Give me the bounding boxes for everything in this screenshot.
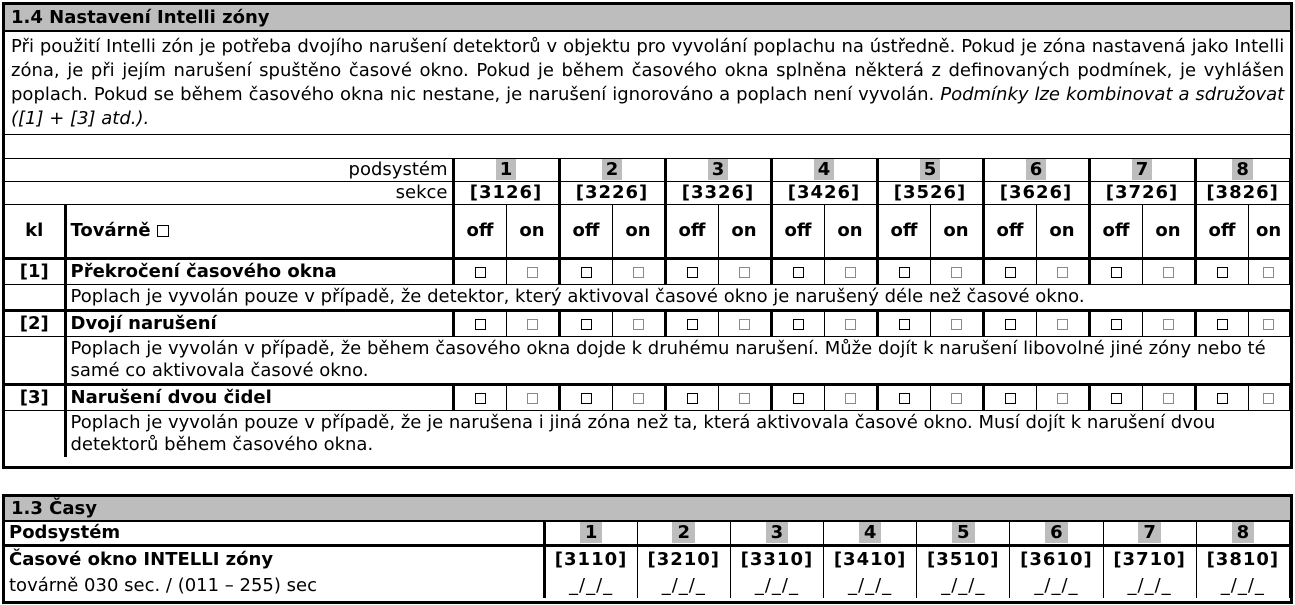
description-spacer bbox=[5, 337, 65, 385]
subsystem-number-text: 8 bbox=[1232, 159, 1253, 180]
off-checkbox[interactable] bbox=[793, 393, 804, 404]
off-checkbox-cell[interactable] bbox=[1195, 385, 1248, 411]
option-description: Poplach je vyvolán pouze v případě, že detektor, který aktivoval časové okno je narušený déle než časové okno. bbox=[65, 285, 1290, 311]
subsystem-number bbox=[983, 159, 1089, 182]
on-checkbox[interactable] bbox=[1163, 267, 1174, 278]
times-subsystem-number bbox=[637, 521, 730, 546]
on-checkbox-cell[interactable] bbox=[824, 259, 877, 285]
time-entry-field[interactable]: _/_/_ bbox=[917, 574, 1010, 598]
on-header: on bbox=[824, 205, 877, 259]
on-checkbox[interactable] bbox=[527, 267, 538, 278]
off-header: off bbox=[983, 205, 1036, 259]
times-subsystem-number bbox=[544, 521, 637, 546]
option-description: Poplach je vyvolán pouze v případě, že je narušena i jiná zóna než ta, která aktivovala časové okno. Musí dojít k narušení dvou detektorů během časového okna. bbox=[70, 412, 1216, 455]
option-row bbox=[5, 385, 1290, 411]
time-entry-field[interactable]: _/_/_ bbox=[730, 574, 823, 598]
times-subsystem-number-text: 3 bbox=[766, 522, 789, 543]
on-checkbox-cell[interactable] bbox=[1248, 259, 1290, 285]
on-checkbox-cell[interactable] bbox=[612, 259, 665, 285]
times-subsystem-number bbox=[1103, 521, 1196, 546]
off-checkbox[interactable] bbox=[475, 393, 486, 404]
on-header: on bbox=[506, 205, 559, 259]
off-header: off bbox=[877, 205, 930, 259]
on-checkbox[interactable] bbox=[845, 267, 856, 278]
off-checkbox[interactable] bbox=[581, 267, 592, 278]
off-checkbox-cell[interactable] bbox=[453, 259, 506, 285]
time-entry-field[interactable]: _/_/_ bbox=[824, 574, 917, 598]
option-code: [3] bbox=[5, 385, 65, 411]
on-checkbox-cell[interactable] bbox=[1036, 259, 1089, 285]
on-header: on bbox=[1248, 205, 1290, 259]
off-checkbox-cell[interactable] bbox=[1089, 259, 1142, 285]
on-checkbox[interactable] bbox=[1263, 393, 1274, 404]
on-checkbox[interactable] bbox=[633, 267, 644, 278]
off-checkbox-cell[interactable] bbox=[877, 259, 930, 285]
off-checkbox-cell[interactable] bbox=[1195, 311, 1248, 337]
off-checkbox[interactable] bbox=[475, 267, 486, 278]
section-title: 1.4 Nastavení Intelli zóny bbox=[5, 5, 1290, 31]
subsystem-number bbox=[877, 159, 983, 182]
on-checkbox[interactable] bbox=[1057, 393, 1068, 404]
off-checkbox[interactable] bbox=[899, 319, 910, 330]
on-checkbox[interactable] bbox=[739, 319, 750, 330]
off-checkbox-cell[interactable] bbox=[771, 385, 824, 411]
off-header: off bbox=[559, 205, 612, 259]
on-checkbox-cell[interactable] bbox=[506, 259, 559, 285]
off-checkbox[interactable] bbox=[1111, 319, 1122, 330]
on-checkbox-cell[interactable] bbox=[1142, 385, 1195, 411]
on-checkbox-cell[interactable] bbox=[506, 311, 559, 337]
option-name: Dvojí narušení bbox=[65, 311, 453, 337]
factory-default-text: továrně 030 sec. / (011 – 255) sec bbox=[5, 574, 544, 598]
times-subsystem-number bbox=[824, 521, 917, 546]
off-checkbox-cell[interactable] bbox=[877, 311, 930, 337]
on-checkbox[interactable] bbox=[1263, 267, 1274, 278]
on-checkbox[interactable] bbox=[1057, 267, 1068, 278]
on-checkbox-cell[interactable] bbox=[718, 259, 771, 285]
times-subsystem-number-text: 8 bbox=[1232, 522, 1255, 543]
section-intro bbox=[5, 31, 1290, 135]
times-section bbox=[2, 494, 1293, 604]
off-checkbox[interactable] bbox=[687, 393, 698, 404]
off-checkbox-cell[interactable] bbox=[665, 311, 718, 337]
intelli-zone-table bbox=[5, 5, 1292, 457]
off-checkbox-cell[interactable] bbox=[1195, 259, 1248, 285]
off-checkbox[interactable] bbox=[899, 267, 910, 278]
subsystem-number bbox=[1089, 159, 1195, 182]
on-checkbox-cell[interactable] bbox=[612, 311, 665, 337]
subsystem-number bbox=[1195, 159, 1290, 182]
option-row bbox=[5, 311, 1290, 337]
subsystem-label: podsystém bbox=[5, 159, 453, 182]
on-checkbox-cell[interactable] bbox=[824, 311, 877, 337]
subsystem-number bbox=[771, 159, 877, 182]
times-subsystem-number bbox=[917, 521, 1010, 546]
on-checkbox-cell[interactable] bbox=[1142, 311, 1195, 337]
on-checkbox[interactable] bbox=[1057, 319, 1068, 330]
off-checkbox[interactable] bbox=[1217, 267, 1228, 278]
time-entry-field[interactable]: _/_/_ bbox=[544, 574, 637, 598]
on-checkbox[interactable] bbox=[845, 319, 856, 330]
times-section-code: [3110] bbox=[544, 546, 637, 574]
off-header: off bbox=[1089, 205, 1142, 259]
on-checkbox[interactable] bbox=[951, 319, 962, 330]
option-description-row bbox=[5, 411, 1290, 458]
times-section-code: [3410] bbox=[824, 546, 917, 574]
on-checkbox-cell[interactable] bbox=[612, 385, 665, 411]
times-subsystem-label: Podsystém bbox=[5, 521, 544, 546]
option-code: [2] bbox=[5, 311, 65, 337]
off-checkbox[interactable] bbox=[1005, 393, 1016, 404]
off-header: off bbox=[665, 205, 718, 259]
subsystem-number-text: 6 bbox=[1026, 159, 1047, 180]
off-checkbox[interactable] bbox=[1005, 267, 1016, 278]
subsystem-number-text: 5 bbox=[920, 159, 941, 180]
time-entry-field[interactable]: _/_/_ bbox=[637, 574, 730, 598]
option-row bbox=[5, 259, 1290, 285]
on-checkbox-cell[interactable] bbox=[506, 385, 559, 411]
subsystem-number-text: 1 bbox=[496, 159, 517, 180]
off-checkbox[interactable] bbox=[1217, 319, 1228, 330]
times-section-code: [3510] bbox=[917, 546, 1010, 574]
on-checkbox[interactable] bbox=[845, 393, 856, 404]
times-subsystem-number-text: 4 bbox=[859, 522, 882, 543]
off-checkbox[interactable] bbox=[687, 319, 698, 330]
factory-label: Továrně bbox=[70, 220, 151, 241]
off-checkbox-cell[interactable] bbox=[453, 385, 506, 411]
off-checkbox-cell[interactable] bbox=[559, 311, 612, 337]
off-checkbox-cell[interactable] bbox=[983, 259, 1036, 285]
off-checkbox-cell[interactable] bbox=[983, 385, 1036, 411]
on-checkbox-cell[interactable] bbox=[930, 259, 983, 285]
on-checkbox[interactable] bbox=[527, 393, 538, 404]
option-code: [1] bbox=[5, 259, 65, 285]
subsystem-number bbox=[453, 159, 559, 182]
description-spacer bbox=[5, 411, 65, 458]
time-entry-field[interactable]: _/_/_ bbox=[1196, 574, 1289, 598]
off-checkbox[interactable] bbox=[1005, 319, 1016, 330]
intro-text: Při použití Intelli zón je potřeba dvojího narušení detektorů v objektu pro vyvolání poplachu na ústředně. Pokud je zóna nastavená jako Intelli zóna, je při jejím narušení spuštěno časové okno. Pokud je během časového okna splněna některá z definovaných podmínek, je vyhlášen poplach. Pokud se během časového okna nic nestane, je narušení ignorováno a poplach není vyvolán. bbox=[11, 36, 1285, 105]
off-checkbox-cell[interactable] bbox=[983, 311, 1036, 337]
intro-note: Podmínky lze kombinovat a sdružovat ([1] + [3] atd.). bbox=[11, 84, 1285, 129]
on-checkbox-cell[interactable] bbox=[718, 311, 771, 337]
section-code: [3126] bbox=[453, 182, 559, 205]
times-subsystem-number bbox=[1010, 521, 1103, 546]
times-subsystem-number bbox=[730, 521, 823, 546]
intelli-window-label: Časové okno INTELLI zóny bbox=[5, 546, 544, 574]
section-code-label: sekce bbox=[5, 182, 453, 205]
on-checkbox[interactable] bbox=[951, 267, 962, 278]
on-header: on bbox=[930, 205, 983, 259]
times-table bbox=[5, 497, 1290, 598]
off-checkbox[interactable] bbox=[687, 267, 698, 278]
off-header: off bbox=[453, 205, 506, 259]
on-checkbox[interactable] bbox=[633, 393, 644, 404]
on-checkbox-cell[interactable] bbox=[1036, 311, 1089, 337]
off-checkbox-cell[interactable] bbox=[1089, 385, 1142, 411]
description-spacer bbox=[5, 285, 65, 311]
off-checkbox[interactable] bbox=[581, 319, 592, 330]
option-name: Narušení dvou čidel bbox=[65, 385, 453, 411]
on-checkbox[interactable] bbox=[951, 393, 962, 404]
on-checkbox[interactable] bbox=[1163, 393, 1174, 404]
times-subsystem-number bbox=[1196, 521, 1289, 546]
section-code: [3826] bbox=[1195, 182, 1290, 205]
section-code: [3726] bbox=[1089, 182, 1195, 205]
subsystem-number-text: 7 bbox=[1132, 159, 1153, 180]
section-code: [3526] bbox=[877, 182, 983, 205]
on-header: on bbox=[1036, 205, 1089, 259]
off-checkbox[interactable] bbox=[899, 393, 910, 404]
times-section-code: [3610] bbox=[1010, 546, 1103, 574]
times-subsystem-number-text: 1 bbox=[580, 522, 603, 543]
on-checkbox[interactable] bbox=[739, 267, 750, 278]
section-code: [3326] bbox=[665, 182, 771, 205]
off-checkbox-cell[interactable] bbox=[1089, 311, 1142, 337]
time-entry-field[interactable]: _/_/_ bbox=[1103, 574, 1196, 598]
on-checkbox-cell[interactable] bbox=[718, 385, 771, 411]
off-checkbox[interactable] bbox=[581, 393, 592, 404]
factory-checkbox-icon bbox=[157, 225, 169, 237]
off-checkbox-cell[interactable] bbox=[559, 259, 612, 285]
section-code: [3226] bbox=[559, 182, 665, 205]
times-subsystem-number-text: 6 bbox=[1045, 522, 1068, 543]
times-section-code: [3310] bbox=[730, 546, 823, 574]
subsystem-number-text: 4 bbox=[814, 159, 835, 180]
on-checkbox[interactable] bbox=[1163, 319, 1174, 330]
on-checkbox[interactable] bbox=[739, 393, 750, 404]
off-checkbox-cell[interactable] bbox=[665, 385, 718, 411]
on-checkbox-cell[interactable] bbox=[930, 385, 983, 411]
on-checkbox[interactable] bbox=[527, 319, 538, 330]
time-entry-field[interactable]: _/_/_ bbox=[1010, 574, 1103, 598]
off-checkbox[interactable] bbox=[1111, 267, 1122, 278]
off-checkbox[interactable] bbox=[793, 319, 804, 330]
off-checkbox-cell[interactable] bbox=[771, 311, 824, 337]
off-checkbox[interactable] bbox=[1217, 393, 1228, 404]
off-checkbox-cell[interactable] bbox=[771, 259, 824, 285]
spacer-row bbox=[5, 135, 1290, 159]
option-description-row bbox=[5, 337, 1290, 385]
option-description-row bbox=[5, 285, 1290, 311]
on-checkbox-cell[interactable] bbox=[1248, 311, 1290, 337]
off-checkbox-cell[interactable] bbox=[665, 259, 718, 285]
intelli-zone-section bbox=[2, 2, 1293, 469]
on-checkbox[interactable] bbox=[1263, 319, 1274, 330]
times-section-code: [3710] bbox=[1103, 546, 1196, 574]
section-code: [3426] bbox=[771, 182, 877, 205]
on-header: on bbox=[612, 205, 665, 259]
off-header: off bbox=[1195, 205, 1248, 259]
off-header: off bbox=[771, 205, 824, 259]
on-header: on bbox=[718, 205, 771, 259]
subsystem-number bbox=[559, 159, 665, 182]
times-subsystem-number-text: 2 bbox=[672, 522, 695, 543]
subsystem-number-text: 3 bbox=[708, 159, 729, 180]
times-subsystem-number-text: 5 bbox=[952, 522, 975, 543]
times-section-code: [3210] bbox=[637, 546, 730, 574]
option-description: Poplach je vyvolán v případě, že během časového okna dojde k druhému narušení. Může dojít k narušení libovolné jiné zóny nebo té samé co aktivovala časové okno. bbox=[65, 337, 1290, 385]
on-checkbox[interactable] bbox=[633, 319, 644, 330]
on-checkbox-cell[interactable] bbox=[1142, 259, 1195, 285]
off-checkbox[interactable] bbox=[1111, 393, 1122, 404]
option-name: Překročení časového okna bbox=[65, 259, 453, 285]
kl-header: kl bbox=[5, 205, 65, 259]
subsystem-number-text: 2 bbox=[602, 159, 623, 180]
factory-header bbox=[65, 205, 453, 259]
off-checkbox-cell[interactable] bbox=[877, 385, 930, 411]
section-code: [3626] bbox=[983, 182, 1089, 205]
on-checkbox-cell[interactable] bbox=[930, 311, 983, 337]
on-header: on bbox=[1142, 205, 1195, 259]
off-checkbox-cell[interactable] bbox=[453, 311, 506, 337]
times-title: 1.3 Časy bbox=[5, 497, 1290, 521]
off-checkbox-cell[interactable] bbox=[559, 385, 612, 411]
on-checkbox-cell[interactable] bbox=[824, 385, 877, 411]
subsystem-number bbox=[665, 159, 771, 182]
times-section-code: [3810] bbox=[1196, 546, 1289, 574]
on-checkbox-cell[interactable] bbox=[1248, 385, 1290, 411]
off-checkbox[interactable] bbox=[475, 319, 486, 330]
times-subsystem-number-text: 7 bbox=[1138, 522, 1161, 543]
off-checkbox[interactable] bbox=[793, 267, 804, 278]
on-checkbox-cell[interactable] bbox=[1036, 385, 1089, 411]
